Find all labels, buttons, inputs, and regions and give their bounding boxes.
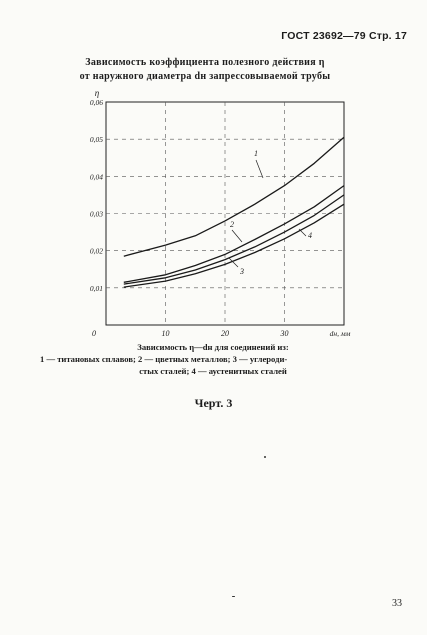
series-label-4: 4 <box>308 231 312 240</box>
series-leader-4 <box>299 229 306 236</box>
y-tick-label: 0,03 <box>89 209 103 219</box>
y-tick-label: 0,02 <box>89 246 103 256</box>
x-tick-label: 30 <box>280 329 289 338</box>
caption-line-3: стых сталей; 4 — аустенитных сталей <box>139 366 287 376</box>
chart-title-line-1: Зависимость коэффициента полезного действия η <box>85 57 325 68</box>
origin-label: 0 <box>92 329 96 338</box>
speck <box>232 596 235 597</box>
series-leader-2 <box>232 230 242 242</box>
series-label-1: 1 <box>254 149 258 158</box>
y-axis-label: η <box>94 88 100 98</box>
caption-line-2: 1 — титановых сплавов; 2 — цветных металлов; 3 — углероди- <box>40 354 288 364</box>
figure-label: Черт. 3 <box>194 396 233 410</box>
y-tick-label: 0,01 <box>89 283 103 293</box>
x-tick-label: 10 <box>161 329 170 338</box>
series-leader-1 <box>256 160 263 178</box>
x-tick-label: 20 <box>221 329 229 338</box>
x-axis-label: dн, мм <box>329 329 351 338</box>
speck <box>264 456 266 458</box>
caption-line-1: Зависимость η—dн для соединений из: <box>137 342 289 352</box>
document-header: ГОСТ 23692—79 Стр. 17 <box>281 30 407 42</box>
chart-title-line-2: от наружного диаметра dн запрессовываемой трубы <box>79 71 331 82</box>
page-number: 33 <box>392 598 402 609</box>
y-tick-label: 0,06 <box>89 98 103 107</box>
y-tick-label: 0,05 <box>89 135 103 145</box>
series-label-2: 2 <box>230 220 234 229</box>
y-tick-label: 0,04 <box>89 172 103 182</box>
series-label-3: 3 <box>240 267 244 276</box>
